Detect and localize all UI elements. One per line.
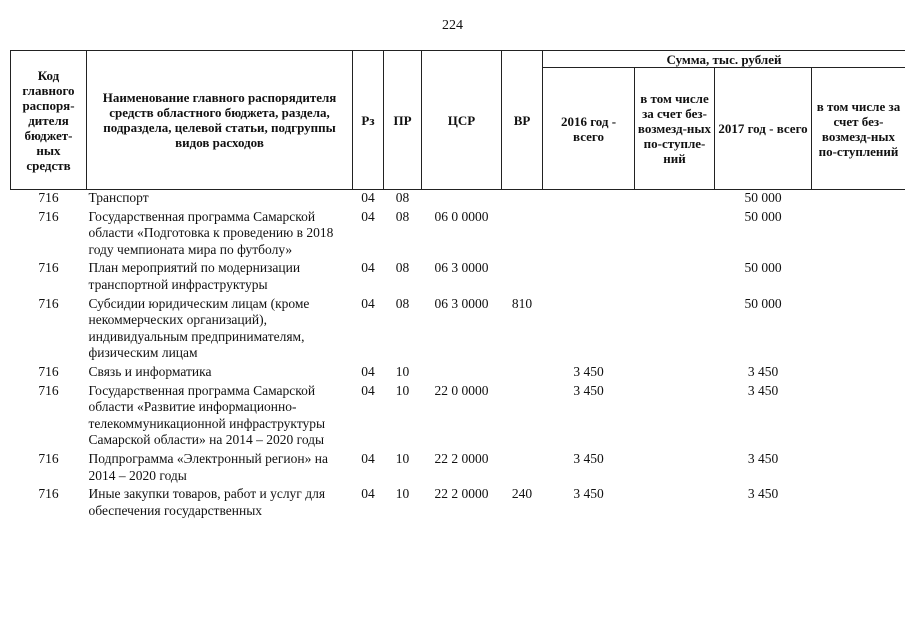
header-name: Наименование главного распорядителя средств областного бюджета, раздела, подраздела, целевой статьи, подгруппы видов расходов — [87, 51, 353, 190]
amount-2016-free-cell — [635, 207, 715, 259]
amount-2016-cell — [543, 258, 635, 293]
csr-cell — [422, 362, 502, 381]
vr-cell — [502, 258, 543, 293]
header-2016-total: 2016 год - всего — [543, 68, 635, 190]
csr-cell: 06 3 0000 — [434, 295, 489, 311]
name-cell: Иные закупки товаров, работ и услуг для обеспечения государственных — [88, 486, 326, 518]
amount-2017-cell: 50 000 — [744, 260, 782, 276]
vr-cell — [502, 362, 543, 381]
pr-cell: 08 — [395, 260, 410, 276]
amount-2016-free-cell — [635, 381, 715, 449]
code-cell: 716 — [38, 382, 59, 398]
csr-cell — [422, 190, 502, 207]
amount-2016-free-cell — [635, 449, 715, 484]
header-sum-group: Сумма, тыс. рублей — [543, 51, 905, 68]
header-csr: ЦСР — [422, 51, 502, 190]
amount-2017-free-cell — [812, 449, 905, 484]
amount-2016-cell: 3 450 — [573, 450, 604, 466]
amount-2017-free-cell — [812, 294, 905, 362]
rz-cell: 04 — [361, 382, 375, 398]
code-cell: 716 — [38, 295, 59, 311]
pr-cell: 10 — [395, 363, 410, 379]
amount-2016-free-cell — [635, 362, 715, 381]
pr-cell: 08 — [395, 190, 410, 205]
amount-2017-cell: 3 450 — [747, 486, 779, 502]
table-row — [11, 362, 905, 381]
amount-2017-free-cell — [812, 207, 905, 259]
table-row — [11, 258, 905, 293]
code-cell: 716 — [38, 260, 59, 276]
table-row — [11, 207, 905, 259]
amount-2016-cell — [543, 190, 635, 207]
amount-2016-cell — [543, 207, 635, 259]
rz-cell: 04 — [361, 260, 375, 276]
csr-cell: 06 0 0000 — [434, 208, 489, 224]
name-cell: План мероприятий по модернизации транспортной инфраструктуры — [88, 260, 301, 292]
amount-2017-free-cell — [812, 484, 905, 519]
amount-2016-free-cell — [635, 258, 715, 293]
name-cell: Государственная программа Самарской области «Подготовка к проведению в 2018 году чемпионата мира по футболу» — [88, 208, 334, 257]
header-2017-total: 2017 год - всего — [715, 68, 812, 190]
vr-cell — [502, 381, 543, 449]
rz-cell: 04 — [361, 450, 375, 466]
csr-cell: 22 2 0000 — [434, 486, 489, 502]
vr-cell — [502, 449, 543, 484]
amount-2017-free-cell — [812, 362, 905, 381]
table-row — [11, 484, 905, 519]
table-body — [11, 190, 905, 520]
csr-cell: 06 3 0000 — [434, 260, 489, 276]
amount-2017-cell: 3 450 — [747, 382, 779, 398]
code-cell: 716 — [38, 450, 59, 466]
header-2017-free: в том числе за счет без-возмезд-ных по-ступлений — [812, 68, 905, 190]
amount-2016-cell: 3 450 — [573, 382, 604, 398]
table-row — [11, 449, 905, 484]
amount-2016-free-cell — [635, 484, 715, 519]
rz-cell: 04 — [361, 486, 375, 502]
header-vr: ВР — [502, 51, 543, 190]
pr-cell: 10 — [395, 486, 410, 502]
amount-2017-free-cell — [812, 381, 905, 449]
table-row — [11, 190, 905, 207]
amount-2017-cell: 3 450 — [747, 450, 779, 466]
name-cell: Субсидии юридическим лицам (кроме некоммерческих организаций), индивидуальным предпринимателям, физическим лицам — [88, 295, 310, 361]
code-cell: 716 — [38, 363, 59, 379]
amount-2016-cell: 3 450 — [573, 363, 604, 379]
budget-table — [10, 50, 905, 519]
amount-2017-cell: 50 000 — [744, 295, 782, 311]
vr-cell: 810 — [511, 295, 533, 311]
amount-2017-free-cell — [812, 258, 905, 293]
amount-2016-free-cell — [635, 294, 715, 362]
rz-cell: 04 — [361, 190, 375, 205]
amount-2017-cell: 3 450 — [747, 363, 779, 379]
pr-cell: 10 — [395, 450, 410, 466]
pr-cell: 08 — [395, 295, 410, 311]
table-row — [11, 294, 905, 362]
vr-cell — [502, 207, 543, 259]
name-cell: Транспорт — [88, 190, 149, 205]
header-rz: Рз — [353, 51, 384, 190]
name-cell: Подпрограмма «Электронный регион» на 2014 – 2020 годы — [88, 450, 328, 483]
rz-cell: 04 — [361, 295, 375, 311]
rz-cell: 04 — [361, 363, 375, 379]
header-code: Код главного распоря-дителя бюджет-ных средств — [11, 51, 87, 190]
header-2016-free: в том числе за счет без-возмезд-ных по-ступле-ний — [635, 68, 715, 190]
amount-2016-free-cell — [635, 190, 715, 207]
name-cell: Государственная программа Самарской области «Развитие информационно-телекоммуникационной инфраструктуры Самарской области» на 2014 – 2020 годы — [88, 382, 326, 448]
code-cell: 716 — [38, 190, 59, 205]
csr-cell: 22 0 0000 — [434, 382, 489, 398]
pr-cell: 10 — [395, 382, 410, 398]
amount-2017-cell: 50 000 — [744, 208, 782, 224]
amount-2016-cell — [543, 294, 635, 362]
pr-cell: 08 — [395, 208, 410, 224]
amount-2017-free-cell — [812, 190, 905, 207]
amount-2016-cell: 3 450 — [573, 486, 604, 502]
table-row — [11, 381, 905, 449]
amount-2017-cell: 50 000 — [744, 190, 782, 205]
page-number: 224 — [442, 18, 463, 33]
vr-cell — [502, 190, 543, 207]
rz-cell: 04 — [361, 208, 375, 224]
code-cell: 716 — [38, 486, 59, 502]
vr-cell: 240 — [511, 486, 533, 502]
csr-cell: 22 2 0000 — [434, 450, 489, 466]
name-cell: Связь и информатика — [88, 363, 212, 379]
code-cell: 716 — [38, 208, 59, 224]
header-pr: ПР — [384, 51, 422, 190]
